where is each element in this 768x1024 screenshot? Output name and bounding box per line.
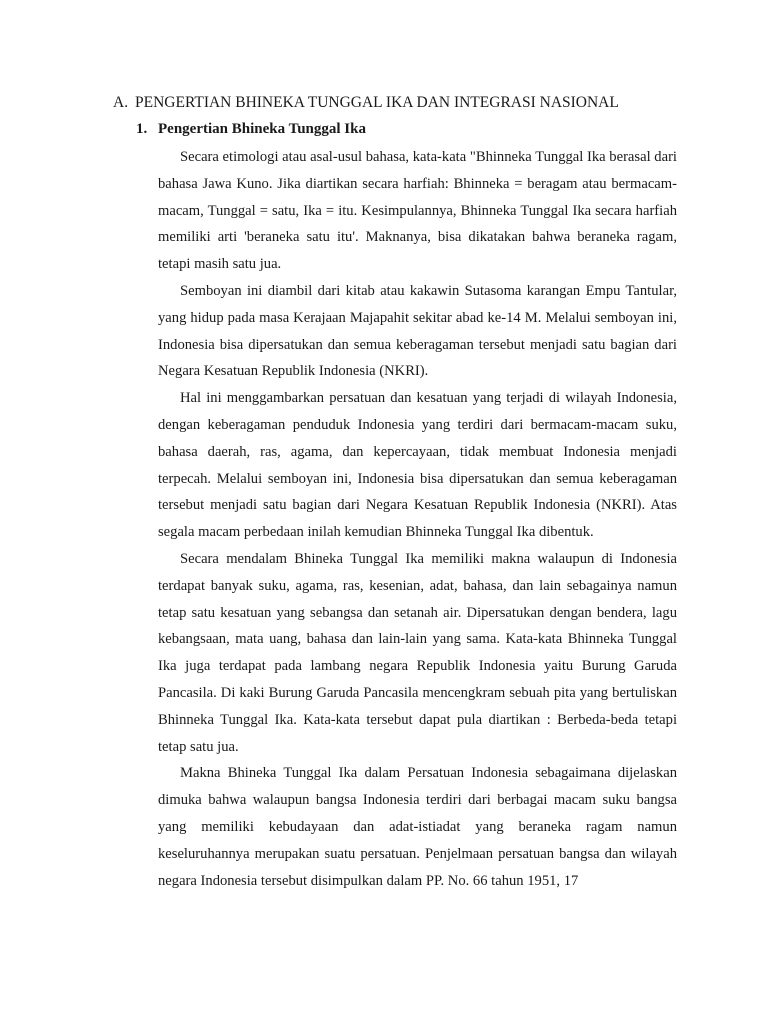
subsection-label: 1. xyxy=(136,121,148,137)
subsection-title: Pengertian Bhineka Tunggal Ika xyxy=(158,121,366,137)
paragraph: Makna Bhineka Tunggal Ika dalam Persatuan Indonesia sebagaimana dijelaskan dimuka bahwa walaupun bangsa Indonesia terdiri dari berbagai macam suku bangsa yang memiliki kebudayaan dan adat-istiadat yang beraneka ragam namun keseluruhannya merupakan suatu persatuan. Penjelmaan persatuan bangsa dan wilayah negara Indonesia tersebut disimpulkan dalam PP. No. 66 tahun 1951, 17 xyxy=(158,765,677,889)
paragraph: Secara mendalam Bhineka Tunggal Ika memiliki makna walaupun di Indonesia terdapat banyak suku, agama, ras, kesenian, adat, bahasa, dan lain sebagainya namun tetap satu kesatuan yang sebangsa dan setanah air. Dipersatukan dengan bendera, lagu kebangsaan, mata uang, bahasa dan lain-lain yang sama. Kata-kata Bhinneka Tunggal Ika juga terdapat pada lambang negara Republik Indonesia yaitu Burung Garuda Pancasila. Di kaki Burung Garuda Pancasila mencengkram sebuah pita yang bertuliskan Bhinneka Tunggal Ika. Kata-kata tersebut dapat pula diartikan : Berbeda-beda tetapi tetap satu jua. xyxy=(158,550,677,755)
paragraph: Semboyan ini diambil dari kitab atau kakawin Sutasoma karangan Empu Tantular, yang hidup pada masa Kerajaan Majapahit sekitar abad ke-14 M. Melalui semboyan ini, Indonesia bisa dipersatukan dan semua keberagaman tersebut menjadi satu bagian dari Negara Kesatuan Republik Indonesia (NKRI). xyxy=(158,282,677,380)
paragraph: Secara etimologi atau asal-usul bahasa, kata-kata "Bhinneka Tunggal Ika berasal dari bahasa Jawa Kuno. Jika diartikan secara harfiah: Bhinneka = beragam atau bermacam-macam, Tunggal = satu, Ika = itu. Kesimpulannya, Bhinneka Tunggal Ika secara harfiah memiliki arti 'beraneka satu itu'. Maknanya, bisa dikatakan bahwa beraneka ragam, tetapi masih satu jua. xyxy=(158,149,677,273)
section-heading xyxy=(113,92,619,114)
section-label: A. xyxy=(113,94,129,111)
subsection-heading xyxy=(136,118,366,140)
section-title: PENGERTIAN BHINEKA TUNGGAL IKA DAN INTEGRASI NASIONAL xyxy=(135,94,619,111)
paragraph: Hal ini menggambarkan persatuan dan kesatuan yang terjadi di wilayah Indonesia, dengan keberagaman penduduk Indonesia yang terdiri dari bermacam-macam suku, bahasa daerah, ras, agama, dan kepercayaan, tidak membuat Indonesia menjadi terpecah. Melalui semboyan ini, Indonesia bisa dipersatukan dan semua keberagaman tersebut menjadi satu bagian dari Negara Kesatuan Republik Indonesia (NKRI). Atas segala macam perbedaan inilah kemudian Bhinneka Tunggal Ika dibentuk. xyxy=(158,390,677,541)
body-text xyxy=(158,144,677,894)
